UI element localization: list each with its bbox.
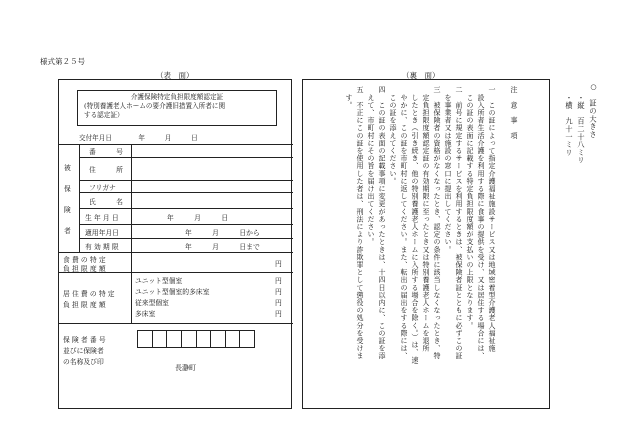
room-type-unit-yen: 円 [275, 277, 282, 285]
note-line-11: 四 この証の表面の記載事項に変更があったときは、十四日以内に、この証を添 [378, 86, 386, 360]
note-line-3: この証の表面に記載する特定負担限度額が支払いの上限となります。 [466, 86, 474, 330]
room-type-multi-bed-yen: 円 [275, 310, 282, 318]
note-line-10: この証を添えてください。 [389, 86, 397, 185]
note-line-9: やかに、この証を市町村に返してください。また、転出の届出をする際には、 [400, 86, 408, 360]
insured-label-3: 険 [64, 206, 71, 214]
furigana-label: フリガナ [89, 184, 116, 192]
certificate-title: 介護保険特定負担限度額認定証 [130, 93, 224, 101]
room-type-unit: ユニット型個室 [135, 277, 183, 285]
note-line-13: 五 不正にこの証を使用した者は、刑法により詐欺罪として懲役の処分を受けま [356, 86, 364, 360]
address-label: 住 所 [89, 166, 123, 174]
front-side-label: （表 面） [156, 71, 194, 80]
note-line-6: 三 被保険者の資格がなくなったとき、認定の条件に該当しなくなったとき、特 [433, 86, 441, 360]
insurer-name: 長瀞町 [175, 364, 196, 372]
birthdate-value: 年 月 日 [167, 214, 229, 222]
name-label: 氏 名 [89, 198, 123, 206]
residence-limit-label-1: 居 住 費 の 特 定 [63, 290, 115, 298]
certificate-subtitle-cont: する認定証） [84, 111, 124, 119]
insured-label-2: 保 [64, 185, 71, 193]
insured-label-4: 者 [64, 227, 71, 235]
note-line-7: 定負担限度額認定証の有効期限に至ったとき又は特別養護老人ホームを退所 [422, 86, 430, 352]
insurer-label-3: の名称及び印 [63, 358, 104, 366]
room-type-unit-shared-yen: 円 [275, 288, 282, 296]
insurer-label-1: 保 険 者 番 号 [63, 336, 106, 344]
apply-date-value: 年 月 日から [185, 229, 260, 237]
note-line-4: 二 前号に規定するサービスを利用するときは、被保険者証とともに必ずこの証 [455, 86, 463, 360]
note-line-14: す。 [345, 86, 353, 109]
certificate-front [58, 79, 292, 409]
valid-period-label: 有 効 期 限 [85, 243, 119, 251]
certificate-subtitle: (特別養護老人ホームの要介護旧措置入所者に関 [84, 102, 226, 110]
card-size-heading: ○ 証の大きさ [589, 82, 598, 139]
certificate-title-box [77, 90, 277, 126]
card-size-width: ・横 九十一ミリ [565, 94, 574, 157]
notes-title: 注 意 事 項 [510, 86, 518, 140]
insurer-label-2: 並びに保険者 [63, 347, 104, 355]
room-type-conventional-yen: 円 [275, 299, 282, 307]
back-side-label: （裏 面） [402, 71, 440, 80]
certificate-back [302, 79, 550, 409]
food-limit-unit: 円 [275, 260, 282, 268]
number-label: 番 号 [89, 148, 123, 156]
note-line-1: 一 この証によって指定介護福祉施設サービス又は地域密着型介護老人福祉施 [488, 86, 496, 352]
note-line-8: したとき（引き続き、他の特別養護老人ホームに入所する場合を除く。）は、速 [411, 86, 419, 364]
card-size-height: ・縦 百二十八ミリ [577, 94, 586, 165]
room-type-multi-bed: 多床室 [135, 310, 156, 318]
residence-limit-label-2: 負 担 限 度 額 [63, 301, 106, 309]
note-line-5: を事業者又は施設の窓口に提出してください。 [444, 86, 452, 254]
room-type-conventional: 従来型個室 [135, 299, 169, 307]
issue-date: 交付年月日 年 月 日 [79, 134, 198, 142]
insured-label-1: 被 [64, 164, 71, 172]
food-limit-label-1: 食 費 の 特 定 [63, 256, 106, 264]
valid-period-value: 年 月 日まで [185, 243, 260, 251]
note-line-2: 設入所者生活介護を利用する際に食事の提供を受け、又は居住する場合には、 [477, 86, 485, 360]
room-type-unit-shared: ユニット型個室的多床室 [135, 288, 210, 296]
insurer-number-boxes [137, 330, 255, 348]
note-line-12: えて、市町村にその旨を届け出てください。 [367, 86, 375, 246]
apply-date-label: 適用年月日 [85, 229, 119, 237]
food-limit-label-2: 負 担 限 度 額 [63, 265, 106, 273]
form-number: 様式第２５号 [40, 57, 85, 66]
birthdate-label: 生 年 月 日 [85, 214, 119, 222]
